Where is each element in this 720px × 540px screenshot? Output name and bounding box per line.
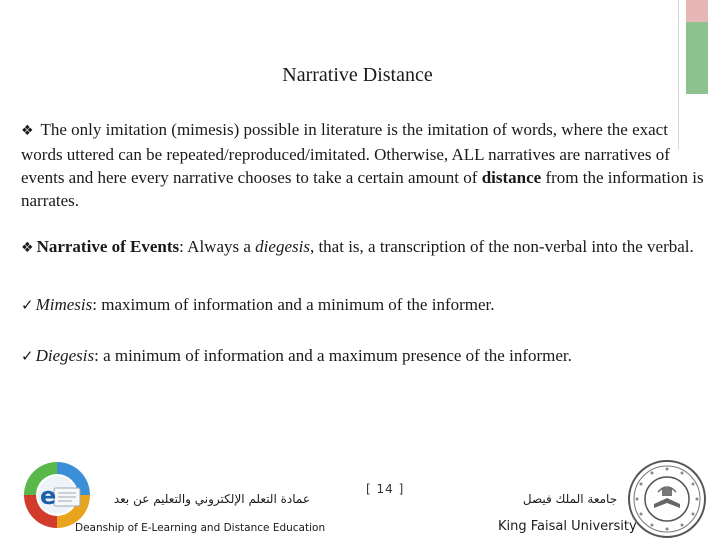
decorative-pink-block	[686, 0, 708, 22]
p2-text-b: , that is, a transcription of the non-verbal into the verbal.	[309, 237, 694, 256]
diamond-bullet-icon: ❖	[21, 240, 34, 256]
dept-name-arabic: عمادة التعلم الإلكتروني والتعليم عن بعد	[113, 492, 310, 506]
slide-content	[21, 118, 711, 368]
check-bullet-icon: ✓	[21, 296, 34, 314]
p1-text-a: The only imitation (mimesis) possible in literature is the imitation of words, where the exact words uttered can be repeated/reproduced/imitated. Otherwise, ALL narratives are narratives of events and here every narrative chooses to take a certain amount of	[21, 120, 670, 187]
paragraph-diegesis-definition	[21, 344, 711, 368]
p2-italic-diegesis: diegesis	[255, 237, 310, 256]
p2-text-a: : Always a	[179, 237, 256, 256]
university-name-arabic: جامعة الملك فيصل	[522, 492, 618, 506]
p4-text: : a minimum of information and a maximum presence of the informer.	[94, 346, 572, 365]
university-seal-icon	[624, 458, 710, 540]
slide-footer	[0, 452, 720, 540]
slide-title: Narrative Distance	[282, 64, 433, 86]
p2-bold-term: Narrative of Events	[36, 237, 180, 256]
check-bullet-icon: ✓	[21, 347, 34, 365]
p1-text-b: from the information is narrates.	[21, 168, 704, 210]
paragraph-mimesis-intro	[21, 118, 711, 212]
p4-italic-term: Diegesis	[35, 346, 95, 365]
p3-text: : maximum of information and a minimum of the informer.	[92, 295, 495, 314]
page-number: [ 14 ]	[366, 482, 405, 496]
diamond-bullet-icon: ❖	[21, 123, 34, 139]
paragraph-mimesis-definition	[21, 293, 711, 317]
dept-name-english: Deanship of E-Learning and Distance Education	[75, 522, 326, 534]
p3-italic-term: Mimesis	[35, 295, 93, 314]
university-name-english: King Faisal University	[498, 519, 637, 534]
svg-text:e: e	[40, 482, 57, 510]
p1-bold-distance: distance	[481, 168, 542, 187]
paragraph-narrative-of-events	[21, 235, 711, 260]
